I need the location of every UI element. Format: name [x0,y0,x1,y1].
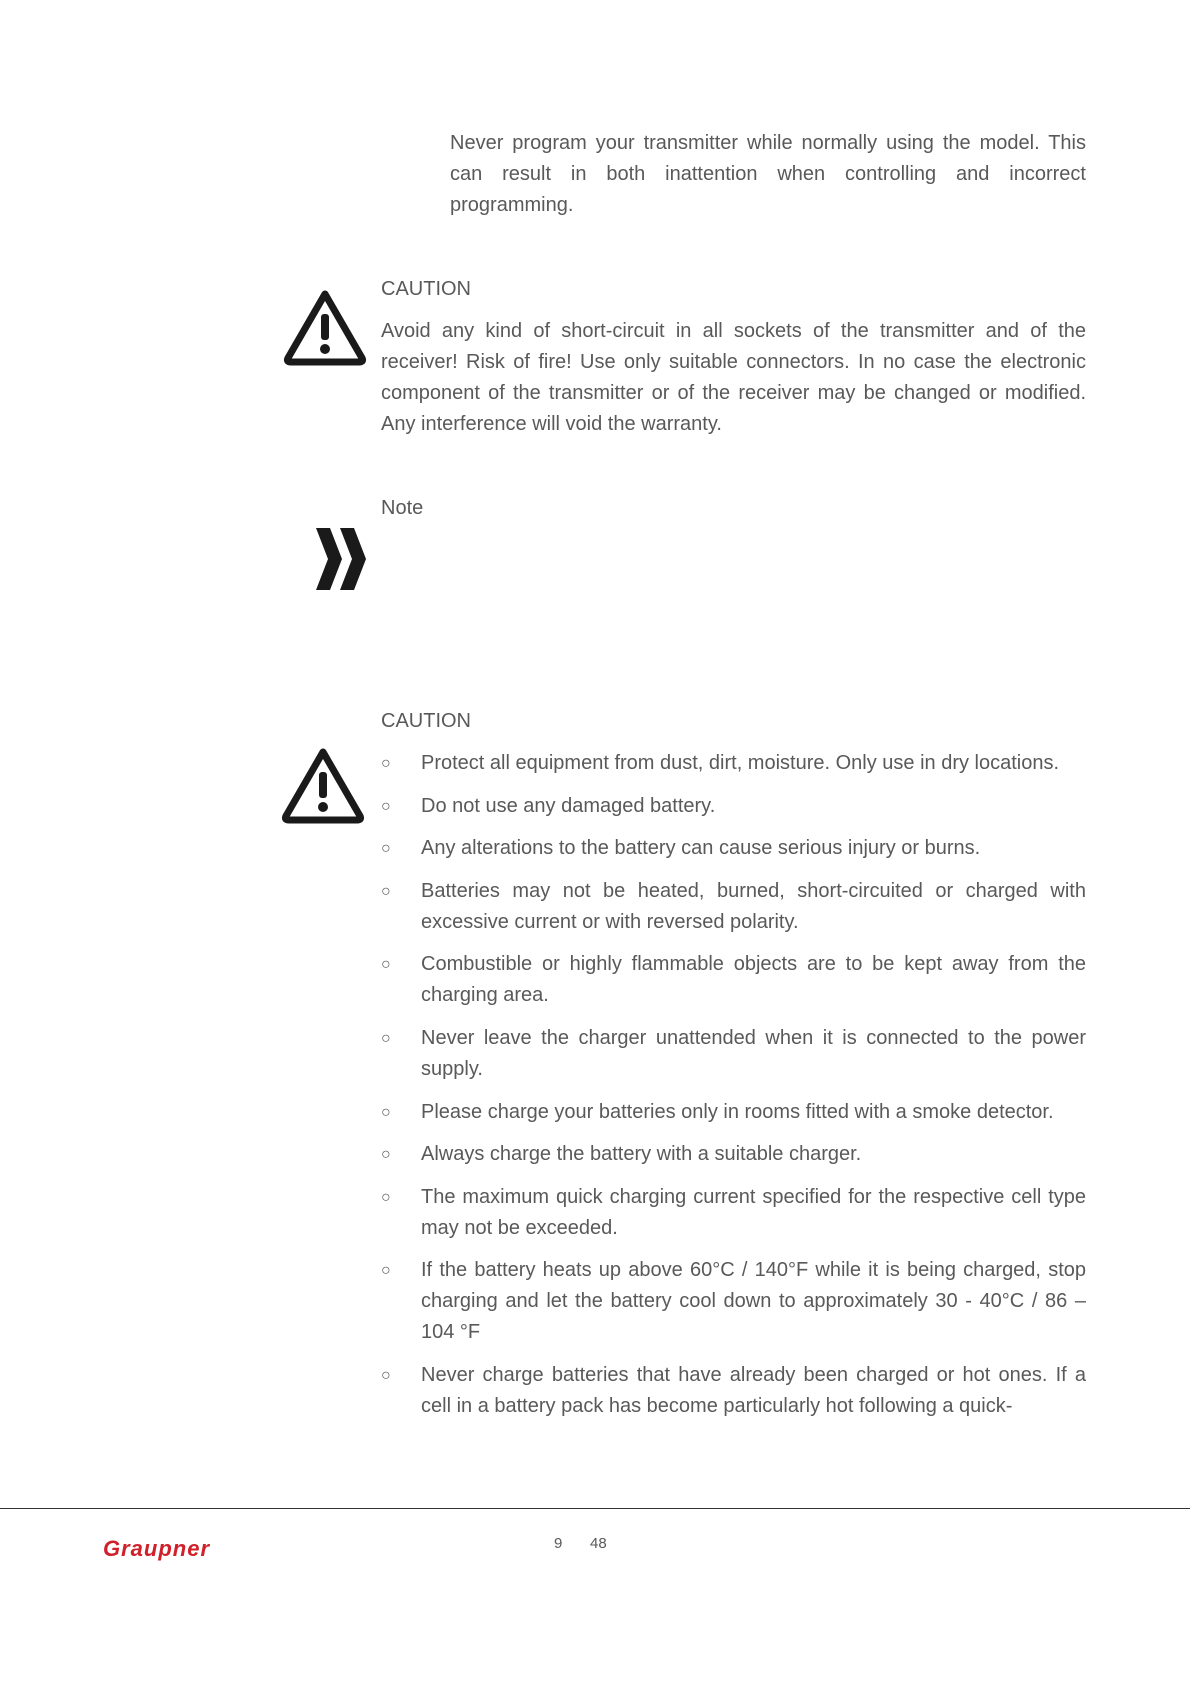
page-total: 48 [590,1535,607,1552]
bullet-circle-icon: ○ [381,1366,391,1384]
list-item [381,791,1086,822]
list-item [381,833,1086,864]
list-item-text: Never charge batteries that have already been charged or hot ones. If a cell in a battery pack has become particularly hot following a quick- [421,1363,1086,1417]
bullet-circle-icon: ○ [381,755,391,772]
bullet-circle-icon: ○ [381,797,391,815]
list-item-text: Any alterations to the battery can cause serious injury or burns. [421,837,981,860]
warning-triangle-icon [282,286,368,366]
list-item [381,1360,1086,1422]
brand-logo: Graupner [103,1536,211,1561]
list-item-text: Do not use any damaged battery. [421,794,716,817]
bullet-circle-icon: ○ [381,956,391,974]
list-item-text: If the battery heats up above 60°C / 140°F while it is being charged, stop charging and let the battery cool down to approximately 30 - 40°C / 86 – 104 °F [421,1259,1086,1344]
list-item-text: Never leave the charger unattended when it is connected to the power supply. [421,1026,1086,1080]
footer-divider [0,1508,1190,1509]
bullet-circle-icon: ○ [381,840,391,858]
list-item-text: Batteries may not be heated, burned, short-circuited or charged with excessive current or with reversed polarity. [421,879,1086,933]
caution-list [381,748,1086,1434]
intro-paragraph: Never program your transmitter while normally using the model. This can result in both inattention when controlling and incorrect programming. [450,132,1086,216]
caution-heading-2: CAUTION [381,710,471,732]
list-item-text: Always charge the battery with a suitable charger. [421,1143,862,1166]
bullet-circle-icon: ○ [381,1029,391,1047]
list-item-text: The maximum quick charging current specified for the respective cell type may not be exceeded. [421,1185,1086,1239]
list-item [381,1139,1086,1170]
list-item [381,748,1086,779]
list-item [381,1182,1086,1244]
bullet-circle-icon: ○ [381,1103,391,1121]
bullet-circle-icon: ○ [381,882,391,900]
bullet-circle-icon: ○ [381,1188,391,1206]
list-item [381,1023,1086,1085]
page-number: 9 [554,1535,563,1552]
caution-paragraph-1: Avoid any kind of short-circuit in all sockets of the transmitter and of the receiver! Risk of fire! Use only suitable connectors. In no case the electronic component of the transmitter or of the receiver may be changed or modified. Any interference will void the warranty. [381,320,1086,435]
note-heading: Note [381,497,424,519]
list-item-text: Combustible or highly flammable objects are to be kept away from the charging area. [421,953,1086,1007]
caution-heading-1: CAUTION [381,278,471,300]
list-item [381,949,1086,1011]
bullet-circle-icon: ○ [381,1262,391,1280]
list-item-text: Protect all equipment from dust, dirt, moisture. Only use in dry locations. [421,752,1060,774]
list-item [381,876,1086,938]
double-chevron-right-icon [312,524,372,594]
bullet-circle-icon: ○ [381,1146,391,1164]
list-item [381,1097,1086,1128]
warning-triangle-icon [280,744,366,824]
list-item [381,1255,1086,1348]
list-item-text: Please charge your batteries only in rooms fitted with a smoke detector. [421,1100,1054,1123]
